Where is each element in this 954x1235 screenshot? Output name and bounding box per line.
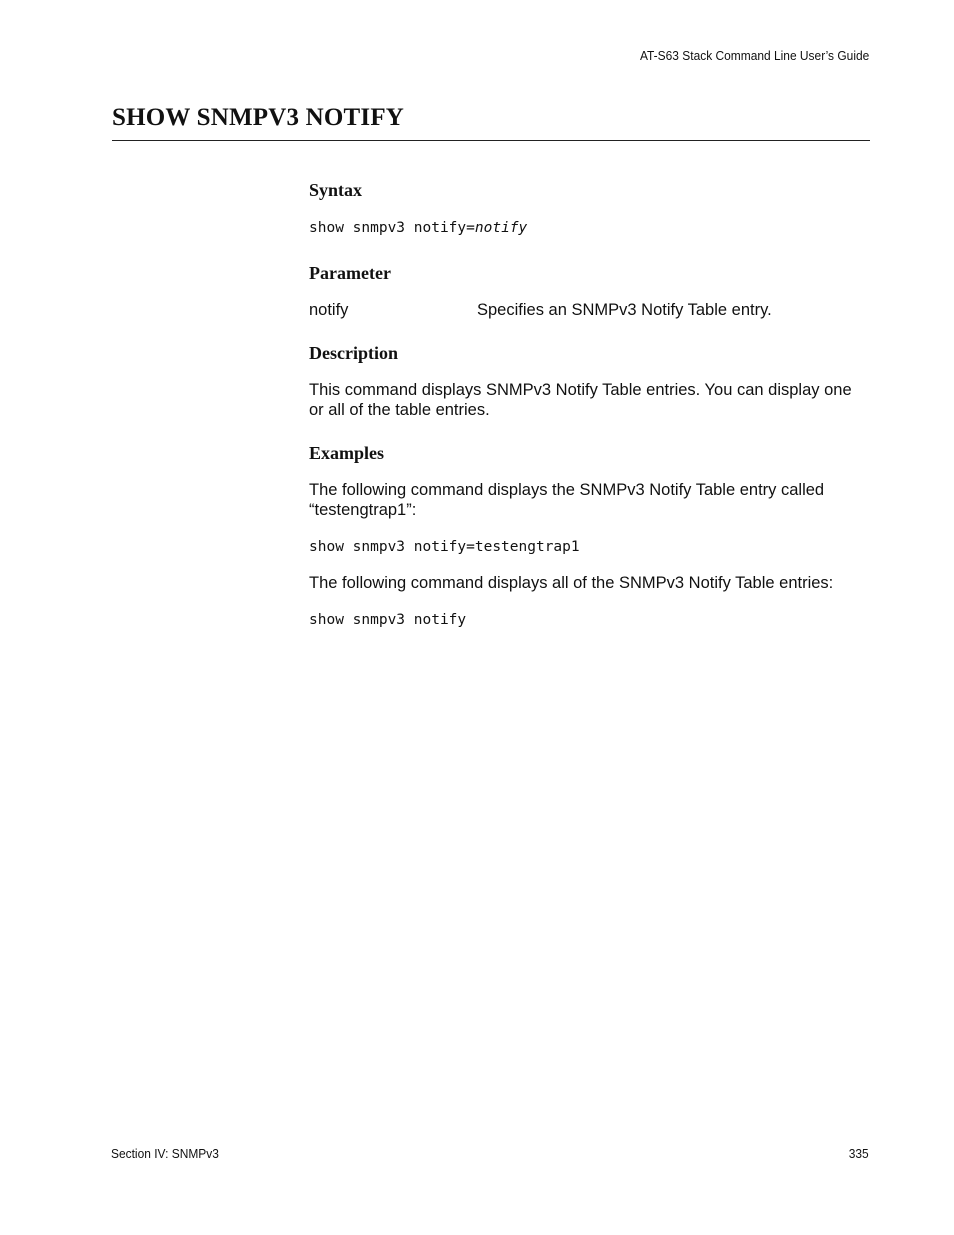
running-header: AT-S63 Stack Command Line User’s Guide <box>639 48 869 63</box>
parameter-row <box>309 300 870 320</box>
parameter-description: Specifies an SNMPv3 Notify Table entry. <box>477 301 772 319</box>
footer-section: Section IV: SNMPv3 <box>111 1146 219 1161</box>
description-heading: Description <box>309 343 398 363</box>
example-1-text: The following command displays the SNMPv3 Notify Table entry called “testengtrap1”: <box>309 481 825 519</box>
title-rule <box>112 140 870 141</box>
main-content <box>309 178 870 630</box>
syntax-heading: Syntax <box>309 180 363 200</box>
syntax-variable: notify <box>474 220 528 236</box>
example-1-command: show snmpv3 notify=testengtrap1 <box>309 539 580 555</box>
footer-page-number: 335 <box>849 1146 869 1161</box>
example-2-command: show snmpv3 notify <box>309 612 467 628</box>
examples-heading: Examples <box>309 443 385 463</box>
parameter-heading: Parameter <box>309 263 391 283</box>
page-title: SHOW SNMPV3 NOTIFY <box>112 104 405 131</box>
description-text: This command displays SNMPv3 Notify Table entries. You can display one or all of the table entries. <box>309 381 852 419</box>
example-2-text: The following command displays all of the SNMPv3 Notify Table entries: <box>309 574 834 592</box>
parameter-name: notify <box>309 301 349 319</box>
syntax-command-text: show snmpv3 notify= <box>309 220 475 236</box>
syntax-command <box>309 218 870 238</box>
